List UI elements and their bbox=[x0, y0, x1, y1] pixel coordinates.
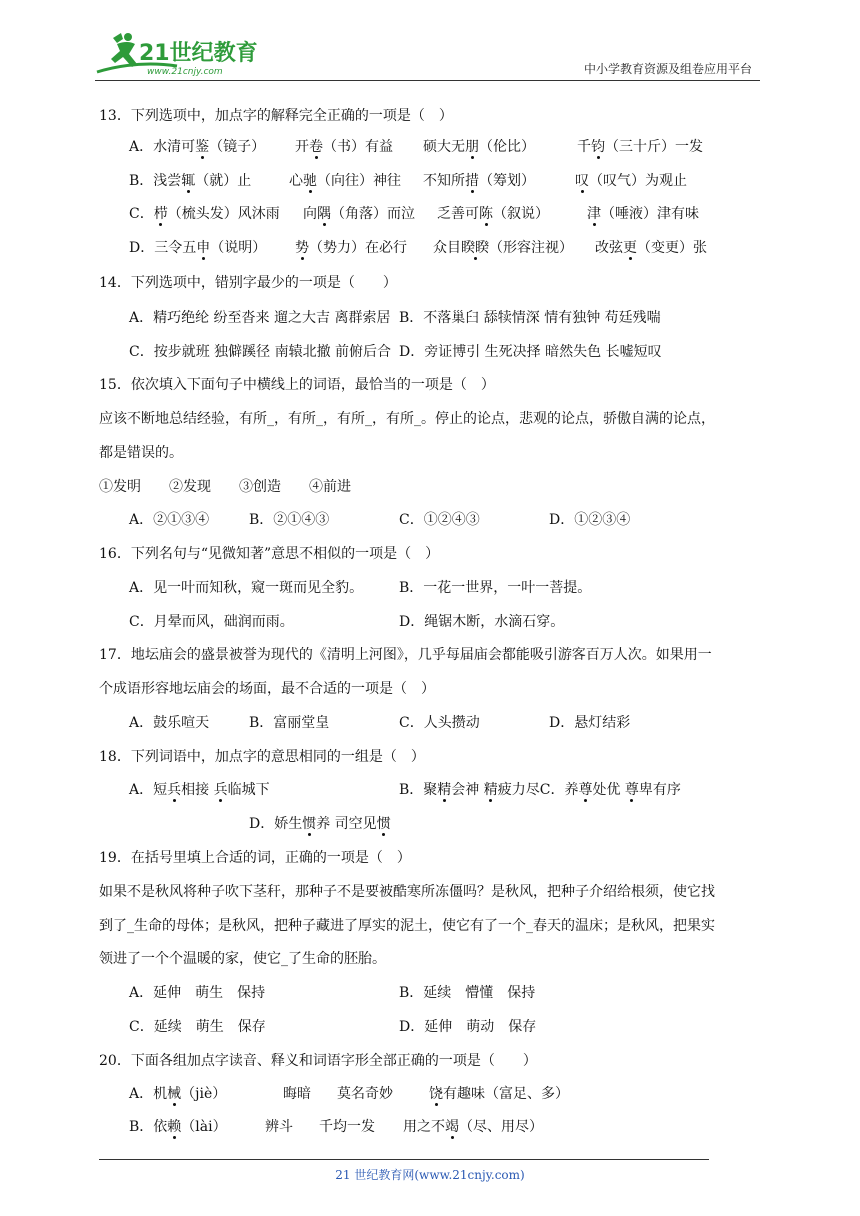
q14-option-b: B．不落巢臼 舔犊情深 情有独钟 苟廷残喘 bbox=[399, 310, 661, 326]
q13-option-c-4: 津（唾液）津有味 bbox=[587, 206, 699, 222]
q19-option-c: C．延续 萌生 保存 bbox=[129, 1019, 266, 1035]
q15-option-d: D．①②③④ bbox=[549, 512, 631, 528]
q20-option-a-3: 莫名奇妙 bbox=[337, 1086, 393, 1102]
q18-option-b-c: B．聚精会神 精疲力尽C．养尊处优 尊卑有序 bbox=[399, 782, 681, 798]
site-name: 中小学教育资源及组卷应用平台 bbox=[583, 62, 752, 76]
q19-option-a: A．延伸 萌生 保持 bbox=[129, 985, 266, 1001]
q13-option-b-3: 不知所措（筹划） bbox=[423, 173, 535, 189]
q18-option-a: A．短兵相接 兵临城下 bbox=[129, 782, 270, 798]
q17-text-1: 个成语形容地坛庙会的场面，最不合适的一项是（ ） bbox=[99, 681, 435, 697]
question-18-stem: 18．下列词语中，加点字的意思相同的一组是（ ） bbox=[99, 749, 425, 765]
question-13-stem: 13．下列选项中，加点字的解释完全正确的一项是（ ） bbox=[99, 108, 453, 124]
svg-text:21世纪教育: 21世纪教育 bbox=[139, 41, 258, 66]
q20-option-a-4: 饶有趣味（富足、多） bbox=[429, 1086, 569, 1102]
q16-option-a: A．见一叶而知秋，窥一斑而见全豹。 bbox=[129, 580, 364, 596]
q19-text-3: 领进了一个个温暖的家，使它_了生命的胚胎。 bbox=[99, 951, 386, 967]
q15-option-c: C．①②④③ bbox=[399, 512, 480, 528]
q16-option-d: D．绳锯木断，水滴石穿。 bbox=[399, 614, 565, 630]
q20-option-a-1: A．机械（jiè） bbox=[129, 1086, 227, 1102]
q13-option-d-2: 势（势力）在必行 bbox=[295, 240, 407, 256]
q14-option-a: A．精巧绝纶 纷至沓来 遛之大吉 离群索居 bbox=[129, 310, 391, 326]
q16-option-b: B．一花一世界，一叶一菩提。 bbox=[399, 580, 592, 596]
q15-text-2: 都是错误的。 bbox=[99, 445, 183, 461]
q13-option-b-4: 叹（叹气）为观止 bbox=[575, 173, 687, 189]
q18-option-d: D．娇生惯养 司空见惯 bbox=[249, 816, 391, 832]
q15-text-1: 应该不断地总结经验，有所_，有所_，有所_，有所_。停止的论点，悲观的论点，骄傲自满的论点， bbox=[99, 411, 715, 427]
q15-option-b: B．②①④③ bbox=[249, 512, 330, 528]
q13-option-c-2: 向隅（角落）而泣 bbox=[303, 206, 415, 222]
question-20-stem: 20．下面各组加点字读音、释义和词语字形全部正确的一项是（ ） bbox=[99, 1053, 537, 1069]
q19-option-b: B．延续 懵懂 保持 bbox=[399, 985, 536, 1001]
question-16-stem: 16．下列名句与“见微知著”意思不相似的一项是（ ） bbox=[99, 546, 440, 562]
svg-text:www.21cnjy.com: www.21cnjy.com bbox=[147, 67, 223, 77]
q13-option-c-3: 乏善可陈（叙说） bbox=[437, 206, 549, 222]
q17-option-c: C．人头攒动 bbox=[399, 715, 480, 731]
q13-option-d-4: 改弦更（变更）张 bbox=[595, 240, 707, 256]
q15-words: ①发明 ②发现 ③创造 ④前进 bbox=[99, 479, 351, 495]
q17-option-d: D．悬灯结彩 bbox=[549, 715, 631, 731]
footer-divider bbox=[99, 1159, 709, 1160]
q13-option-b-2: 心驰（向往）神往 bbox=[289, 173, 401, 189]
q19-option-d: D．延伸 萌动 保存 bbox=[399, 1019, 537, 1035]
q20-option-a-2: 晦暗 bbox=[283, 1086, 311, 1102]
q20-option-b-2: 辨斗 bbox=[265, 1119, 293, 1135]
q13-option-d-1: D．三令五申（说明） bbox=[129, 240, 267, 256]
q20-option-b-1: B．依赖（lài） bbox=[129, 1119, 227, 1135]
q17-option-a: A．鼓乐喧天 bbox=[129, 715, 210, 731]
page-header bbox=[95, 30, 760, 80]
q13-option-d-3: 众目睽睽（形容注视） bbox=[433, 240, 573, 256]
question-19-stem: 19．在括号里填上合适的词，正确的一项是（ ） bbox=[99, 850, 411, 866]
q14-option-c: C．按步就班 独僻蹊径 南辕北撤 前俯后合 bbox=[129, 344, 392, 360]
q15-option-a: A．②①③④ bbox=[129, 512, 210, 528]
q13-option-a-3: 硕大无朋（伦比） bbox=[423, 139, 535, 155]
q20-option-b-3: 千均一发 bbox=[319, 1119, 375, 1135]
q13-option-a-2: 开卷（书）有益 bbox=[295, 139, 393, 155]
q14-option-d: D．旁证博引 生死决择 暗然失色 长嘘短叹 bbox=[399, 344, 662, 360]
q13-option-c-1: C．栉（梳头发）风沐雨 bbox=[129, 206, 280, 222]
header-divider bbox=[95, 80, 760, 81]
question-17-stem: 17．地坛庙会的盛景被誉为现代的《清明上河图》，几乎每届庙会都能吸引游客百万人次。如果用一 bbox=[99, 647, 712, 663]
q16-option-c: C．月晕而风，础润而雨。 bbox=[129, 614, 294, 630]
q19-text-1: 如果不是秋风将种子吹下茎秆，那种子不是要被酷寒所冻僵吗？是秋风，把种子介绍给根须，使它找 bbox=[99, 884, 715, 900]
site-logo bbox=[95, 30, 265, 78]
q19-text-2: 到了_生命的母体；是秋风，把种子藏进了厚实的泥土，使它有了一个_春天的温床；是秋风，把果实 bbox=[99, 918, 715, 934]
q13-option-a-4: 千钧（三十斤）一发 bbox=[577, 139, 703, 155]
question-14-stem: 14．下列选项中，错别字最少的一项是（ ） bbox=[99, 275, 397, 291]
question-15-stem: 15．依次填入下面句子中横线上的词语，最恰当的一项是（ ） bbox=[99, 377, 495, 393]
q20-option-b-4: 用之不竭（尽、用尽） bbox=[403, 1119, 543, 1135]
footer-text: 21 世纪教育网(www.21cnjy.com) bbox=[335, 1168, 525, 1182]
q17-option-b: B．富丽堂皇 bbox=[249, 715, 330, 731]
q13-option-b-1: B．浅尝辄（就）止 bbox=[129, 173, 252, 189]
q13-option-a-1: A．水清可鉴（镜子） bbox=[129, 139, 266, 155]
